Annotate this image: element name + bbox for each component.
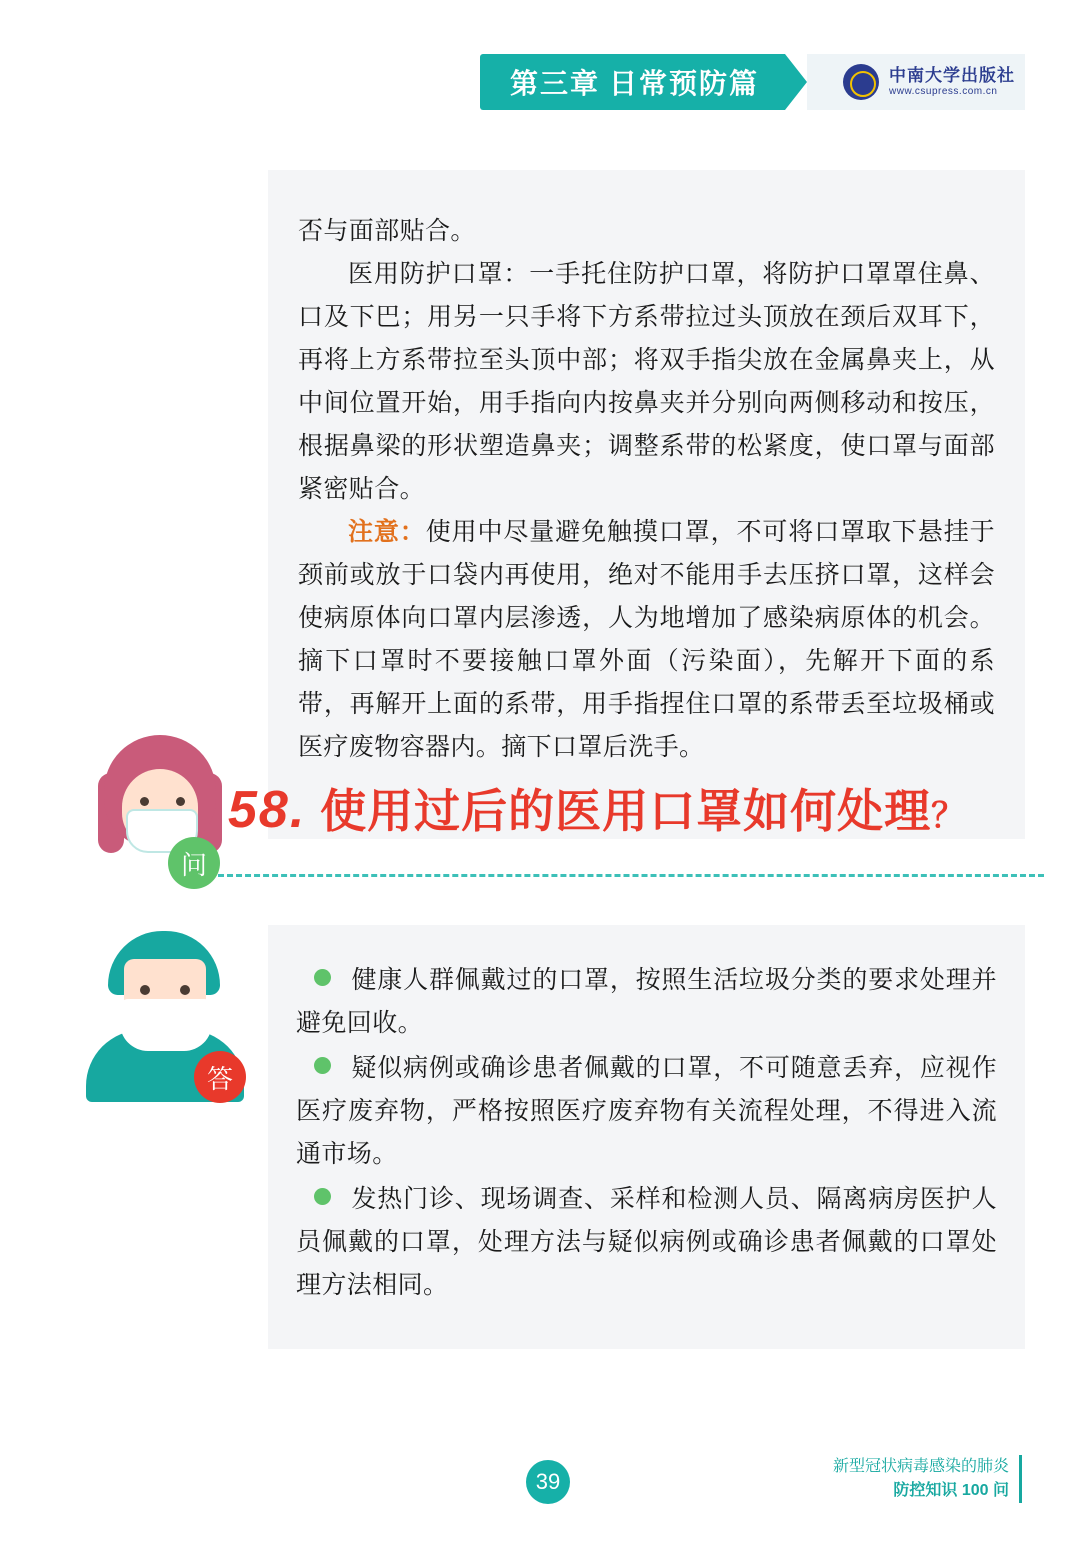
- publisher-name: 中南大学出版社: [889, 65, 1016, 85]
- note-label: 注意：: [348, 519, 426, 546]
- mask-instruction-paragraph: 医用防护口罩：一手托住防护口罩，将防护口罩罩住鼻、口及下巴；用另一只手将下方系带拉过头顶放在颈后双耳下，再将上方系带拉至头顶中部；将双手指尖放在金属鼻夹上，从中间位置开始，用手指向内按鼻夹并分别向两侧移动和按压，根据鼻梁的形状塑造鼻夹；调整系带的松紧度，使口罩与面部紧密贴合。: [298, 261, 995, 503]
- list-item-text: 健康人群佩戴过的口罩，按照生活垃圾分类的要求处理并避免回收。: [296, 967, 997, 1037]
- page-header: [480, 54, 1025, 110]
- question-badge: 问: [168, 837, 220, 889]
- publisher-seal-icon: [843, 64, 879, 100]
- question-title: [228, 775, 966, 841]
- answer-text-box: [268, 925, 1025, 1349]
- publisher-block: [807, 54, 1025, 110]
- bullet-dot-icon: [314, 1057, 331, 1074]
- bullet-dot-icon: [314, 1188, 331, 1205]
- list-item: [296, 1047, 997, 1176]
- list-item: [296, 959, 997, 1045]
- answer-badge: 答: [194, 1051, 246, 1103]
- question-number: 58.: [228, 781, 307, 839]
- continued-line: 否与面部贴合。: [298, 218, 476, 245]
- chapter-title: 第三章 日常预防篇: [480, 54, 785, 110]
- instruction-text-box: [268, 170, 1025, 839]
- question-title-text: 使用过后的医用口罩如何处理: [320, 785, 932, 837]
- doctor-eye-left-shape: [140, 985, 150, 995]
- question-mark: ？: [931, 797, 967, 835]
- footer-book-title: [833, 1455, 1022, 1503]
- eye-right-shape: [176, 797, 185, 806]
- publisher-text: [889, 66, 1015, 98]
- list-item-text: 发热门诊、现场调查、采样和检测人员、隔离病房医护人员佩戴的口罩，处理方法与疑似病例或确诊患者佩戴的口罩处理方法相同。: [296, 1186, 997, 1299]
- girl-with-mask-avatar-icon: [98, 735, 226, 880]
- question-divider: [218, 874, 1044, 877]
- doctor-eye-right-shape: [180, 985, 190, 995]
- footer-line-1: 新型冠状病毒感染的肺炎: [832, 1458, 1009, 1475]
- list-item-text: 疑似病例或确诊患者佩戴的口罩，不可随意丢弃，应视作医疗废弃物，严格按照医疗废弃物有关流程处理，不得进入流通市场。: [296, 1055, 997, 1168]
- chapter-arrow-shape: [785, 54, 807, 110]
- publisher-url: www.csupress.com.cn: [889, 86, 998, 98]
- doctor-mask-shape: [120, 999, 212, 1051]
- eye-left-shape: [140, 797, 149, 806]
- note-paragraph: [298, 511, 995, 769]
- note-body: 使用中尽量避免触摸口罩，不可将口罩取下悬挂于颈前或放于口袋内再使用，绝对不能用手去压挤口罩，这样会使病原体向口罩内层渗透，人为地增加了感染病原体的机会。摘下口罩时不要接触口罩外面（污染面），先解开下面的系带，再解开上面的系带，用手指捏住口罩的系带丢至垃圾桶或医疗废物容器内。摘下口罩后洗手。: [298, 519, 995, 761]
- bullet-dot-icon: [314, 969, 331, 986]
- doctor-with-mask-avatar-icon: [80, 925, 250, 1105]
- list-item: [296, 1178, 997, 1307]
- footer-line-2: 防控知识 100 问: [893, 1482, 1009, 1499]
- page-number: 39: [526, 1460, 570, 1504]
